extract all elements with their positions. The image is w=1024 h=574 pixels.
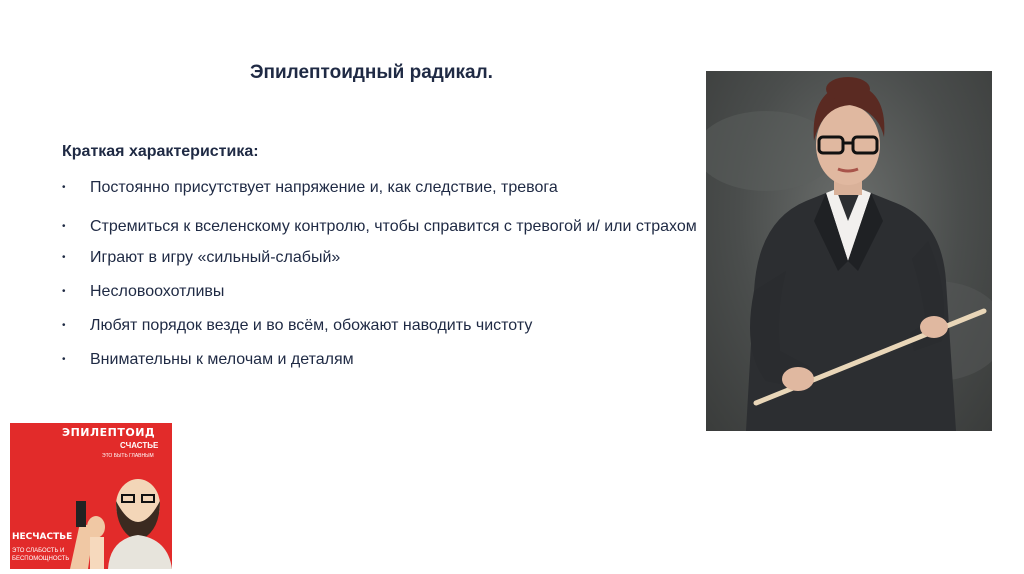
bullet-text: Любят порядок везде и во всём, обожают наводить чистоту [90, 317, 533, 334]
bullet-marker: • [62, 286, 66, 297]
epileptoid-poster [10, 423, 172, 569]
bullet-marker: • [62, 320, 66, 331]
bullet-item [62, 348, 702, 372]
teacher-photo [706, 71, 992, 431]
bullet-marker: • [62, 182, 66, 193]
poster-unhappy-sub: ЭТО СЛАБОСТЬ И БЕСПОМОЩНОСТЬ [12, 548, 70, 562]
bullet-list [62, 176, 702, 382]
poster-unhappy: НЕСЧАСТЬЕ [12, 532, 73, 542]
slide-title: Эпилептоидный радикал. [250, 62, 493, 83]
poster-title: ЭПИЛЕПТОИД [62, 426, 156, 439]
poster-happy-sub: ЭТО БЫТЬ ГЛАВНЫМ [102, 453, 154, 459]
bullet-item [62, 176, 702, 200]
bullet-text: Несловоохотливы [90, 283, 225, 300]
bullet-marker: • [62, 252, 66, 263]
bullet-text: Играют в игру «сильный-слабый» [90, 249, 341, 266]
bullet-text: Стремиться к вселенскому контролю, чтобы справится с тревогой и/ или страхом [90, 218, 697, 235]
bullet-text: Внимательны к мелочам и деталям [90, 351, 354, 368]
bullet-marker: • [62, 354, 66, 365]
teacher-illustration [706, 71, 992, 431]
bullet-item [62, 210, 702, 244]
subtitle: Краткая характеристика: [62, 143, 259, 160]
bullet-item [62, 314, 702, 338]
bullet-item [62, 246, 702, 270]
bullet-text: Постоянно присутствует напряжение и, как следствие, тревога [90, 179, 558, 196]
poster-happy: СЧАСТЬЕ [120, 441, 159, 450]
bullet-item [62, 280, 702, 304]
bullet-marker: • [62, 221, 66, 232]
